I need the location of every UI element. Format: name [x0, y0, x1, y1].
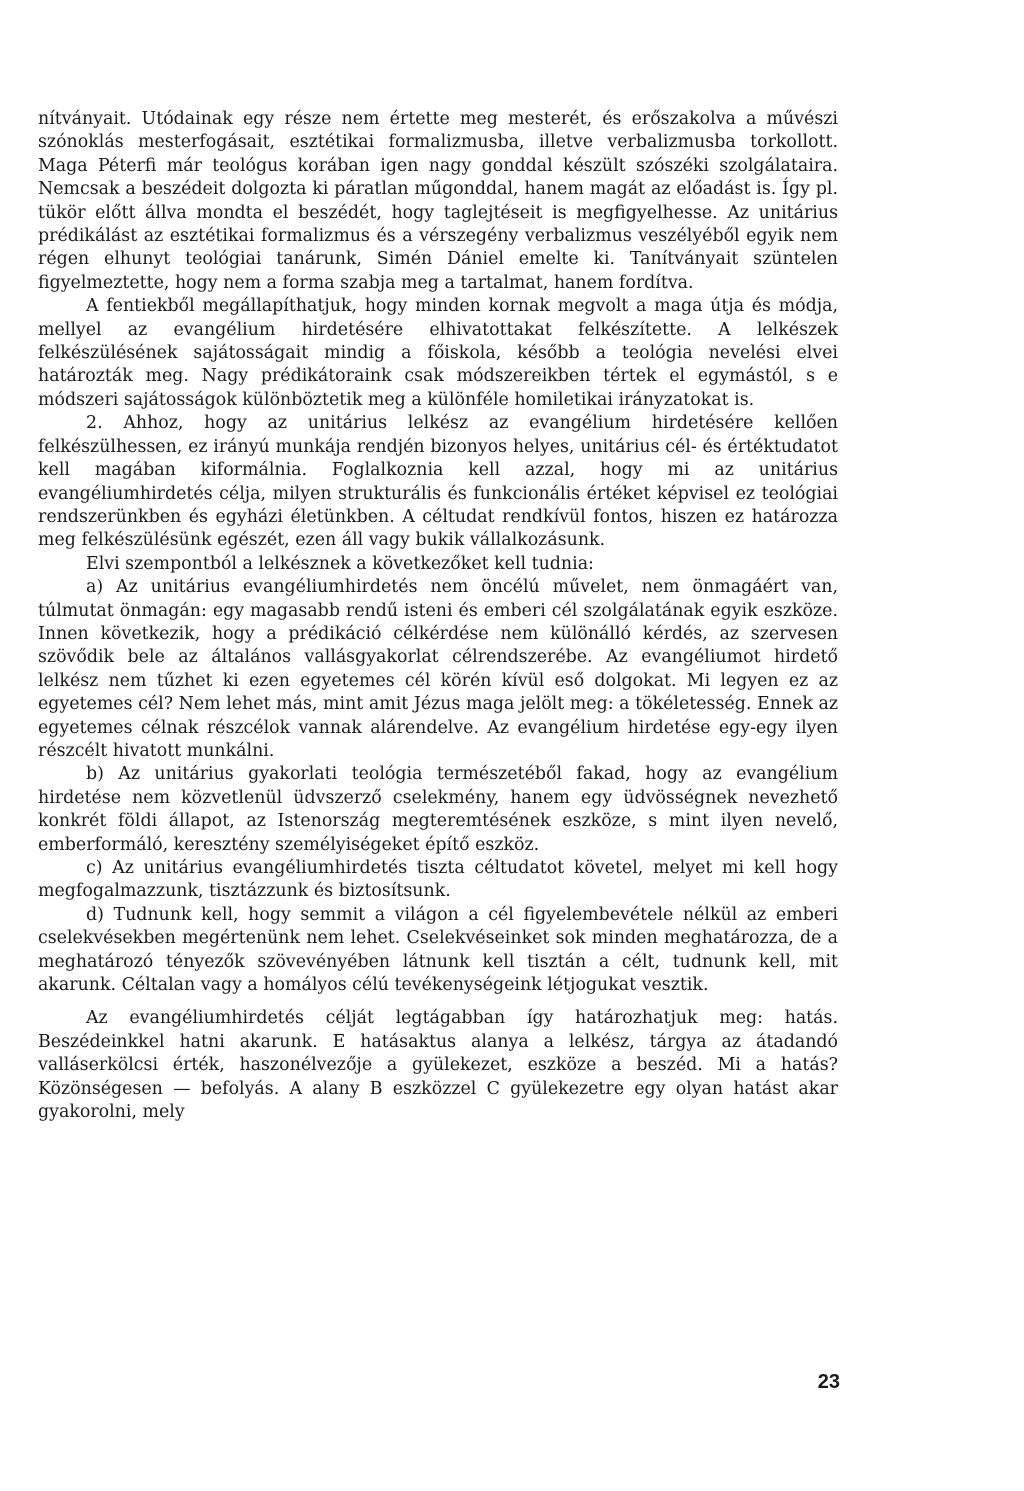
- page-body: [38, 108, 838, 1124]
- paragraph: Az evangéliumhirdetés célját legtágabban így határozhatjuk meg: hatás. Beszédeinkkel hatni akarunk. E hatásaktus alanya a lelkész, tárgya az átadandó valláserkölcsi érték, haszonélvezője a gyülekezet, eszköze a beszéd. Mi a hatás? Közönségesen — befolyás. A alany B eszközzel C gyülekezetre egy olyan hatást akar gyakorolni, mely: [38, 1008, 838, 1123]
- paragraph-section-2: 2. Ahhoz, hogy az unitárius lelkész az evangélium hirdetésére kellően felkészülhessen, ez irányú munkája rendjén bizonyos helyes, unitárius cél- és értéktudatot kell magában kiformálnia. Foglalkoznia kell azzal, hogy mi az unitárius evangéliumhirdetés célja, milyen strukturális és funkcionális értéket képvisel ez teológiai rendszerünkben és egyházi életünkben. A céltudat rendkívül fontos, hiszen ez határozza meg felkészülésünk egészét, ezen áll vagy bukik vállalkozásunk.: [38, 413, 838, 551]
- paragraph-continuation: nítványait. Utódainak egy része nem értette meg mesterét, és erőszakolva a művészi szónoklás mesterfogásait, esztétikai formalizmusba, illetve verbalizmusba torkollott. Maga Péterfi már teológus korában igen nagy gonddal készült szószéki szolgálataira. Nemcsak a beszédeit dolgozta ki páratlan műgonddal, hanem magát az előadást is. Így pl. tükör előtt állva mondta el beszédét, hogy taglejtéseit is megfigyelhesse. Az unitárius prédikálást az esztétikai formalizmus és a vérszegény verbalizmus veszélyéből egyik nem régen elhunyt teológiai tanárunk, Simén Dániel emelte ki. Tanítványait szüntelen figyelmeztette, hogy nem a forma szabja meg a tartalmat, hanem fordítva.: [38, 109, 838, 293]
- list-item-c: c) Az unitárius evangéliumhirdetés tiszta céltudatot követel, melyet mi kell hogy megfogalmazzunk, tisztázzunk és biztosítsunk.: [38, 858, 838, 902]
- list-item-d: d) Tudnunk kell, hogy semmit a világon a cél figyelembevétele nélkül az emberi cselekvésekben megértenünk nem lehet. Cselekvéseinket sok minden meghatározza, de a meghatározó tényezők szövevényében látnunk kell tisztán a célt, tudnunk kell, mit akarunk. Céltalan vagy a homályos célú tevékenységeink létjogukat vesztik.: [38, 904, 838, 996]
- list-item-b: b) Az unitárius gyakorlati teológia természetéből fakad, hogy az evangélium hirdetése nem közvetlenül üdvszerző cselekmény, hanem egy üdvösségnek nevezhető konkrét földi állapot, az Istenország megteremtésének eszköze, s mint ilyen nevelő, emberformáló, keresztény személyiségeket építő eszköz.: [38, 764, 838, 855]
- paragraph: A fentiekből megállapíthatjuk, hogy minden kornak megvolt a maga útja és módja, mellyel az evangélium hirdetésére elhivatottakat felkészítette. A lelkészek felkészülésének sajátosságait mindig a főiskola, később a teológia nevelési elvei határozták meg. Nagy prédikátoraink csak módszereikben tértek el egymástól, s e módszeri sajátosságok különböztetik meg a különféle homiletikai irányzatokat is.: [38, 296, 838, 410]
- paragraph: Elvi szempontból a lelkésznek a következőket kell tudnia:: [86, 553, 594, 574]
- page-number: 23: [817, 1371, 840, 1393]
- list-item-a: a) Az unitárius evangéliumhirdetés nem öncélú művelet, nem önmagáért van, túlmutat önmagán: egy magasabb rendű isteni és emberi cél szolgálatának egyik eszköze. Innen következik, hogy a prédikáció célkérdése nem különálló kérdés, az szervesen szövődik bele az általános vallásgyakorlat célrendszerébe. Az evangéliumot hirdető lelkész nem tűzhet ki ezen egyetemes cél körén kívül eső dolgokat. Mi legyen ez az egyetemes cél? Nem lehet más, mint amit Jézus maga jelölt meg: a tökéletesség. Ennek az egyetemes célnak részcélok vannak alárendelve. Az evangélium hirdetése egy-egy ilyen részcélt hivatott munkálni.: [38, 577, 838, 761]
